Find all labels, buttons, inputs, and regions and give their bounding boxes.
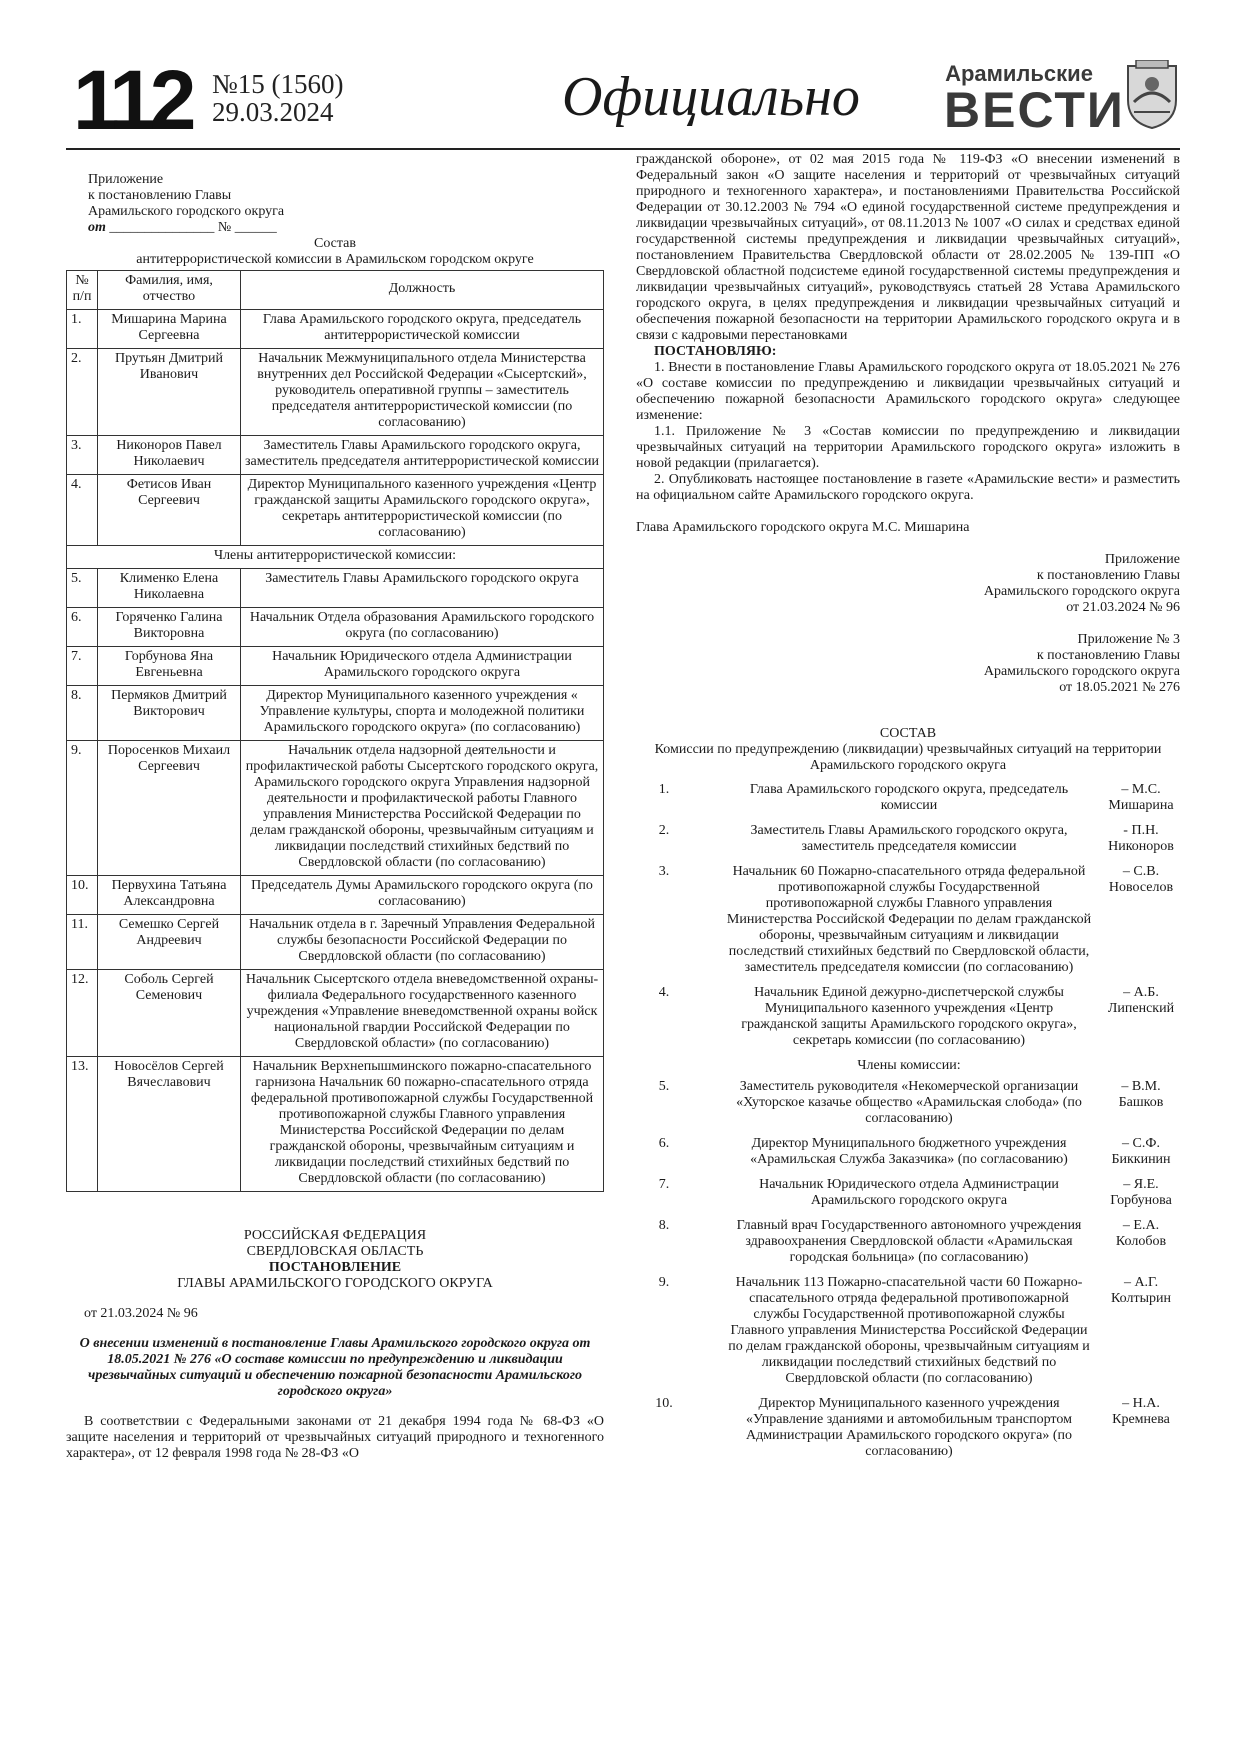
right-column	[636, 152, 1180, 1469]
list-item	[636, 985, 1180, 1058]
decree-title: О внесении изменений в постановление Главы Арамильского городского округа от 18.05.2021 № 276 «О составе комиссии по предупреждению и ликвидации чрезвычайных ситуаций и обеспечению пожарной безопасности Арамильского городского округа»	[79, 1336, 591, 1399]
table-row	[67, 608, 604, 647]
member-position: Начальник отдела надзорной деятельности и профилактической работы Сысертского городского округа, Арамильского городского округа Управления надзорной деятельности и профилактической работы Главного управления Министерства Российской Федерации по делам гражданской обороны, чрезвычайным ситуациям и ликвидации последствий стихийных бедствий по Свердловской области (по согласованию)	[241, 741, 604, 876]
appendix-line: Приложение	[88, 172, 164, 187]
issue-date: 29.03.2024	[212, 97, 334, 127]
composition-subtitle: Комиссии по предупреждению (ликвидации) чрезвычайных ситуаций на территории Арамильского городского округа	[654, 742, 1162, 773]
row-number: 3.	[67, 436, 98, 475]
member-position: Начальник Юридического отдела Администрации Арамильского городского округа	[241, 647, 604, 686]
resolution-item-2: 2. Опубликовать настоящее постановление в газете «Арамильские вести» и разместить на официальном сайте Арамильского городского округа.	[636, 472, 1180, 503]
from-label: от	[88, 220, 106, 235]
item-name: – А.Б. Липенский	[1107, 985, 1175, 1016]
member-name: Прутьян Дмитрий Иванович	[98, 349, 241, 436]
members-row	[636, 1058, 1180, 1079]
row-number: 5.	[67, 569, 98, 608]
appendix-line: от 21.03.2024 № 96	[1066, 600, 1180, 615]
item-position: Заместитель руководителя «Некомерческой организации «Хуторское казачье общество «Арамильская слобода» (по согласованию)	[736, 1079, 1082, 1126]
row-number: 4.	[67, 475, 98, 546]
issue-info	[212, 70, 344, 126]
newspaper-logo	[944, 61, 1125, 138]
resolution-item-1: 1. Внести в постановление Главы Арамильского городского округа от 18.05.2021 № 276 «О составе комиссии по предупреждению и ликвидации чрезвычайных ситуаций и обеспечению пожарной безопасности Арамильского городского округа» следующее изменение:	[636, 360, 1180, 423]
section-title: Официально	[562, 66, 860, 128]
table-row	[67, 647, 604, 686]
header-divider	[66, 148, 1180, 150]
row-number: 8.	[67, 686, 98, 741]
item-number: 5.	[658, 1079, 670, 1094]
issue-number: №15 (1560)	[212, 69, 344, 99]
decree-type: ПОСТАНОВЛЕНИЕ	[268, 1260, 402, 1275]
members-row	[67, 546, 604, 569]
item-position: Начальник 60 Пожарно-спасательного отряда федеральной противопожарной службы Государственной противопожарной службы Главного управления Министерства Российской Федерации по делам гражданской обороны, чрезвычайным ситуациям и ликвидации последствий стихийных бедствий по Свердловской области, заместитель председателя комиссии (по согласованию)	[726, 864, 1092, 975]
col-header-num: № п/п	[67, 271, 98, 310]
item-name: – М.С. Мишарина	[1108, 782, 1174, 813]
col-header-name: Фамилия, имя, отчество	[98, 271, 241, 310]
appendix-line: Арамильского городского округа	[88, 204, 285, 219]
list-item	[636, 1396, 1180, 1469]
member-name: Никоноров Павел Николаевич	[98, 436, 241, 475]
item-position: Глава Арамильского городского округа, председатель комиссии	[749, 782, 1069, 813]
signature: Глава Арамильского городского округа М.С. Мишарина	[636, 520, 970, 535]
item-position: Главный врач Государственного автономного учреждения здравоохранения Свердловской области «Арамильская городская больница» (по согласованию)	[736, 1218, 1082, 1265]
row-number: 1.	[67, 310, 98, 349]
item-position: Заместитель Главы Арамильского городского округа, заместитель председателя комиссии	[750, 823, 1068, 854]
item-position: Начальник 113 Пожарно-спасательной части 60 Пожарно-спасательного отряда федеральной противопожарной службы Государственной противопожарной службы Главного управления Министерства Российской Федерации по делам гражданской обороны, чрезвычайным ситуациям и ликвидации последствий стихийных бедствий по Свердловской области (по согласованию)	[728, 1275, 1090, 1386]
row-number: 7.	[67, 647, 98, 686]
item-name: – В.М. Башков	[1118, 1079, 1164, 1110]
coat-of-arms-icon	[1124, 60, 1180, 130]
decree-date: от 21.03.2024 № 96	[84, 1306, 198, 1321]
table-row	[67, 970, 604, 1057]
decree-region: СВЕРДЛОВСКАЯ ОБЛАСТЬ	[246, 1244, 424, 1259]
appendix-from-line	[88, 220, 604, 236]
member-position: Заместитель Главы Арамильского городского округа, заместитель председателя антитеррористической комиссии	[241, 436, 604, 475]
composition-subtitle: антитеррористической комиссии в Арамильском городском округе	[136, 252, 534, 267]
item-position: Начальник Юридического отдела Администрации Арамильского городского округа	[759, 1177, 1059, 1208]
antiterror-commission-table	[66, 270, 604, 1192]
appendix-line: Арамильского городского округа	[983, 664, 1180, 679]
emergency-commission-table	[636, 782, 1180, 1469]
appendix-line: Приложение № 3	[1077, 632, 1180, 647]
appendix-line: к постановлению Главы	[88, 188, 232, 203]
resolve-heading: ПОСТАНОВЛЯЮ:	[654, 344, 777, 359]
table-row	[67, 1057, 604, 1192]
item-number: 10.	[655, 1396, 673, 1411]
decree-authority: ГЛАВЫ АРАМИЛЬСКОГО ГОРОДСКОГО ОКРУГА	[177, 1276, 493, 1291]
members-label: Члены комиссии:	[857, 1058, 961, 1073]
left-column	[66, 172, 604, 1462]
row-number: 12.	[67, 970, 98, 1057]
member-name: Клименко Елена Николаевна	[98, 569, 241, 608]
member-name: Соболь Сергей Семенович	[98, 970, 241, 1057]
member-name: Первухина Татьяна Александровна	[98, 876, 241, 915]
decree-body-continued: гражданской обороне», от 02 мая 2015 года № 119-ФЗ «О внесении изменений в Федеральный закон «О защите населения и территорий от чрезвычайных ситуаций природного и техногенного характера», и постановлениями Правительства Российской Федерации от 30.12.2003 № 794 «О единой государственной системе предупреждения и ликвидации чрезвычайных ситуаций», от 08.11.2013 № 1007 «О силах и средствах единой государственной системы предупреждения и ликвидации чрезвычайных ситуаций», постановлением Правительства Свердловской области от 28.02.2005 № 139-ПП «О Свердловской областной подсистеме единой государственной системы предупреждения и ликвидации чрезвычайных ситуаций», руководствуясь статьей 28 Устава Арамильского городского округа, в целях предупреждения и ликвидации чрезвычайных ситуаций и обеспечения пожарной безопасности на территории Арамильского городского округа и в связи с кадровыми перестановками	[636, 152, 1180, 343]
item-number: 1.	[658, 782, 670, 797]
item-name: – Я.Е. Горбунова	[1110, 1177, 1172, 1208]
member-position: Глава Арамильского городского округа, председатель антитеррористической комиссии	[241, 310, 604, 349]
row-number: 10.	[67, 876, 98, 915]
member-position: Начальник Верхнепышминского пожарно-спасательного гарнизона Начальник 60 пожарно-спасательного отряда федеральной противопожарной службы Государственной противопожарной службы Главного управления Министерства Российской Федерации по делам гражданской обороны, чрезвычайным ситуациям и ликвидации последствий стихийных бедствий по Свердловской области (по согласованию)	[241, 1057, 604, 1192]
list-item	[636, 1136, 1180, 1177]
item-number: 2.	[658, 823, 670, 838]
from-blank: _______________ № ______	[109, 220, 277, 235]
item-number: 6.	[658, 1136, 670, 1151]
appendix-line: к постановлению Главы	[1036, 568, 1180, 583]
list-item	[636, 1177, 1180, 1218]
table-row	[67, 569, 604, 608]
member-name: Поросенков Михаил Сергеевич	[98, 741, 241, 876]
logo-bottom-text: ВЕСТИ	[944, 82, 1125, 138]
table-row	[67, 436, 604, 475]
members-label: Члены антитеррористической комиссии:	[67, 546, 604, 569]
member-name: Семешко Сергей Андреевич	[98, 915, 241, 970]
member-position: Начальник Сысертского отдела вневедомственной охраны-филиала Федерального государственного казенного учреждения «Управление вневедомственной охраны войск национальной гвардии Российской Федерации по Свердловской области» (по согласованию)	[241, 970, 604, 1057]
member-position: Заместитель Главы Арамильского городского округа	[241, 569, 604, 608]
member-position: Директор Муниципального казенного учреждения «Центр гражданской защиты Арамильского городского округа», секретарь антитеррористической комиссии (по согласованию)	[241, 475, 604, 546]
appendix-block	[66, 172, 604, 236]
table-row	[67, 475, 604, 546]
table-row	[67, 741, 604, 876]
composition-title: Состав	[313, 236, 356, 251]
member-name: Новосёлов Сергей Вячеславович	[98, 1057, 241, 1192]
item-number: 7.	[658, 1177, 670, 1192]
member-position: Начальник Межмуниципального отдела Министерства внутренних дел Российской Федерации «Сысертский», руководитель оперативной группы – заместитель председателя антитеррористической комиссии (по согласованию)	[241, 349, 604, 436]
member-position: Председатель Думы Арамильского городского округа (по согласованию)	[241, 876, 604, 915]
item-number: 4.	[658, 985, 670, 1000]
row-number: 9.	[67, 741, 98, 876]
list-item	[636, 1218, 1180, 1275]
member-name: Мишарина Марина Сергеевна	[98, 310, 241, 349]
table-row	[67, 310, 604, 349]
appendix-block-1	[636, 552, 1180, 616]
commission-leaders	[636, 782, 1180, 1058]
table-row	[67, 349, 604, 436]
item-position: Директор Муниципального казенного учреждения «Управление зданиями и автомобильным транспортом Администрации Арамильского городского округа» (по согласованию)	[745, 1396, 1073, 1459]
page-number: 112	[73, 53, 191, 147]
appendix-line: от 18.05.2021 № 276	[1059, 680, 1180, 695]
item-number: 9.	[658, 1275, 670, 1290]
list-item	[636, 1079, 1180, 1136]
item-position: Начальник Единой дежурно-диспетчерской службы Муниципального казенного учреждения «Центр гражданской защиты Арамильского городского округа», секретарь комиссии (по согласованию)	[741, 985, 1077, 1048]
member-name: Горбунова Яна Евгеньевна	[98, 647, 241, 686]
item-number: 3.	[658, 864, 670, 879]
appendix-block-2	[636, 632, 1180, 696]
row-number: 2.	[67, 349, 98, 436]
member-name: Горяченко Галина Викторовна	[98, 608, 241, 647]
table-row	[67, 686, 604, 741]
commission-members	[636, 1079, 1180, 1469]
row-number: 13.	[67, 1057, 98, 1192]
appendix-line: Арамильского городского округа	[983, 584, 1180, 599]
member-position: Начальник отдела в г. Заречный Управления Федеральной службы безопасности Российской Федерации по Свердловской области (по согласованию)	[241, 915, 604, 970]
row-number: 11.	[67, 915, 98, 970]
member-name: Фетисов Иван Сергеевич	[98, 475, 241, 546]
table-row	[67, 915, 604, 970]
item-name: – С.Ф. Биккинин	[1111, 1136, 1171, 1167]
member-name: Пермяков Дмитрий Викторович	[98, 686, 241, 741]
list-item	[636, 1275, 1180, 1396]
appendix-line: к постановлению Главы	[1036, 648, 1180, 663]
resolution-item-1-1: 1.1. Приложение № 3 «Состав комиссии по предупреждению и ликвидации чрезвычайных ситуаций на территории Арамильского городского округа» изложить в новой редакции (прилагается).	[636, 424, 1180, 471]
col-header-position: Должность	[241, 271, 604, 310]
item-number: 8.	[658, 1218, 670, 1233]
row-number: 6.	[67, 608, 98, 647]
appendix-line: Приложение	[1104, 552, 1180, 567]
list-item	[636, 823, 1180, 864]
table-body-leaders	[67, 310, 604, 546]
list-item	[636, 864, 1180, 985]
item-name: – Е.А. Колобов	[1115, 1218, 1167, 1249]
item-position: Директор Муниципального бюджетного учреждения «Арамильская Служба Заказчика» (по согласованию)	[750, 1136, 1068, 1167]
logo-top-text: Арамильские	[945, 61, 1093, 86]
table-body-members	[67, 569, 604, 1192]
table-header-row	[67, 271, 604, 310]
list-item	[636, 782, 1180, 823]
item-name: – А.Г. Колтырин	[1111, 1275, 1171, 1306]
item-name: – Н.А. Кремнева	[1112, 1396, 1170, 1427]
table-row	[67, 876, 604, 915]
item-name: – С.В. Новоселов	[1108, 864, 1174, 895]
item-name: - П.Н. Никоноров	[1108, 823, 1174, 854]
composition-title: СОСТАВ	[879, 726, 937, 741]
member-position: Начальник Отдела образования Арамильского городского округа (по согласованию)	[241, 608, 604, 647]
member-position: Директор Муниципального казенного учреждения « Управление культуры, спорта и молодежной политики Арамильского городского округа» (по согласованию)	[241, 686, 604, 741]
decree-body: В соответствии с Федеральными законами от 21 декабря 1994 года № 68-ФЗ «О защите населения и территорий от чрезвычайных ситуаций природного и техногенного характера», от 12 февраля 1998 года № 28-ФЗ «О	[66, 1414, 604, 1461]
decree-country: РОССИЙСКАЯ ФЕДЕРАЦИЯ	[243, 1228, 427, 1243]
